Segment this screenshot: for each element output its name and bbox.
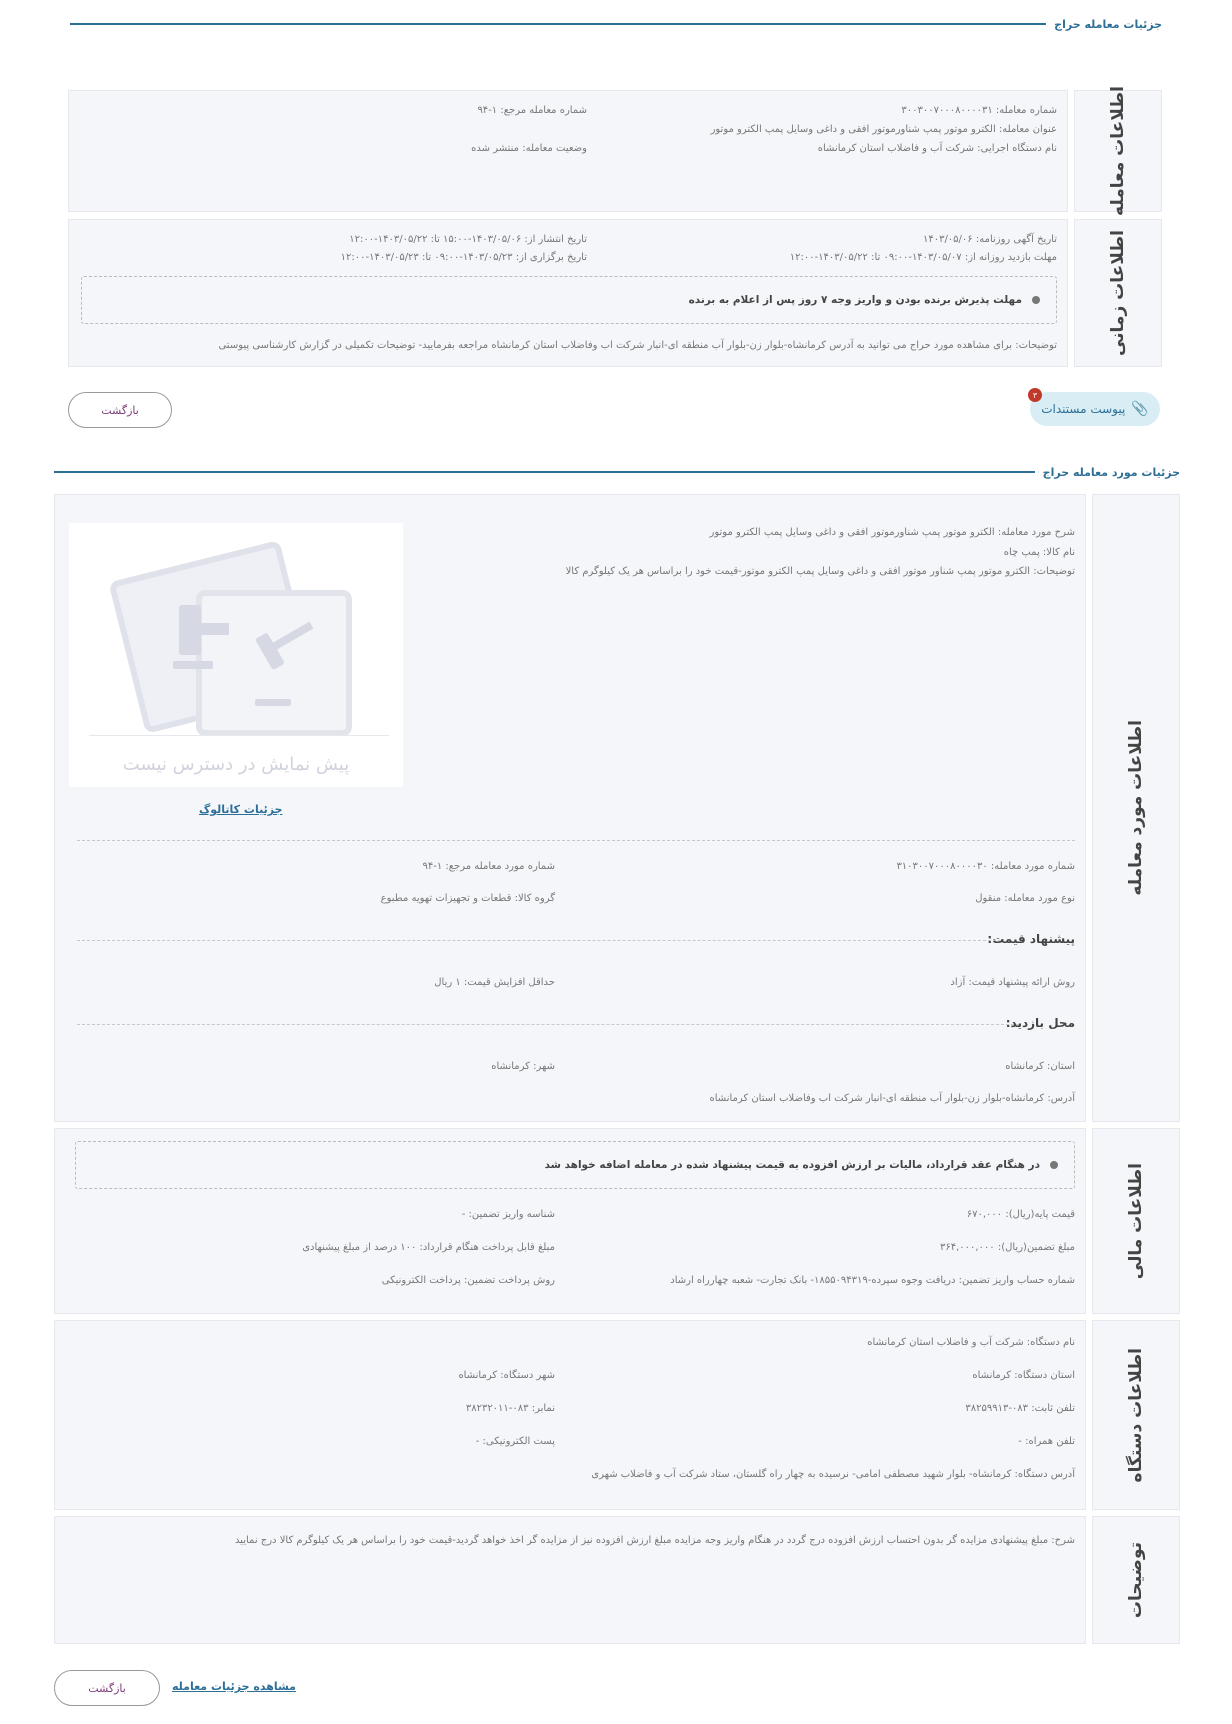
guarantee-id: شناسه واریز تضمین: - [461,1209,555,1220]
payment-method: روش پرداخت تضمین: پرداخت الکترونیکی [381,1275,555,1286]
item-info-block [54,494,1180,1122]
deal-title: عنوان معامله: الکترو موتور پمپ شناورموتور افقی و داغی وسایل پمپ الکترو موتور [710,124,1057,135]
agency-province: استان دستگاه: کرمانشاه [972,1370,1075,1381]
visit-location-title: محل بازدید: [1005,1016,1075,1030]
agency-name-field: نام دستگاه: شرکت آب و فاضلاب استان کرمانشاه [867,1337,1075,1348]
financial-info-block [54,1128,1180,1314]
agency-mobile: تلفن همراه: - [1018,1436,1075,1447]
deal-info-block [68,85,1162,217]
item-number: شماره مورد معامله: ۳۱۰۳۰۰۷۰۰۰۸۰۰۰۰۳۰ [896,861,1075,872]
goods-name: نام کالا: پمپ چاه [1003,547,1075,558]
visit-deadline: مهلت بازدید روزانه از: ۱۴۰۳/۰۵/۰۷-۰۹:۰۰ تا: ۱۴۰۳/۰۵/۲۲-۱۲:۰۰ [789,252,1057,263]
time-description: توضیحات: برای مشاهده مورد حراج می توانید به آدرس کرمانشاه-بلوار زن-بلوار آب منطقه ای-انبار شرکت اب وفاضلاب استان کرمانشاه مراجعه بفرمایید- توضیحات تکمیلی در گزارش کارشناسی پیوستی [218,340,1057,351]
agency-info-side: اطلاعات دستگاه [1092,1320,1180,1510]
min-increase: حداقل افزایش قیمت: ۱ ریال [434,977,555,988]
time-info-side: اطلاعات زمانی [1074,219,1162,367]
preview-unavailable-text: پیش نمایش در دسترس نیست [122,754,350,775]
notes-body [54,1516,1086,1644]
item-details: توضیحات: الکترو موتور پمپ شناور موتور افقی و داغی وسایل پمپ الکترو موتور-قیمت خود را براساس هر یک کیلوگرم کالا [565,566,1075,577]
financial-info-body [54,1128,1086,1314]
notes-text: شرح: مبلغ پیشنهادی مزایده گر بدون احتساب ارزش افزوده درج گردد در هنگام واریز وجه مزایده مبلغ ارزش افزوده نیز از مزایده گر اخذ خواهد گردید-قیمت خود را براساس هر یک کیلوگرم کالا درج نمایید [234,1535,1075,1546]
item-ref: شماره مورد معامله مرجع: ۱-۹۴ [422,861,555,872]
visit-province: استان: کرمانشاه [1005,1061,1075,1072]
hold-date: تاریخ برگزاری از: ۱۴۰۳/۰۵/۲۳-۰۹:۰۰ تا: ۱۴۰۳/۰۵/۲۳-۱۲:۰۰ [340,252,587,263]
view-deal-details-link[interactable]: مشاهده جزئیات معامله [172,1680,296,1693]
goods-group: گروه کالا: قطعات و تجهیزات تهویه مطبوع [380,893,555,904]
agency-phone: تلفن ثابت: ۰۸۳-۳۸۲۵۹۹۱۳ [965,1403,1075,1414]
vat-note: در هنگام عقد قرارداد، مالیات بر ارزش افزوده به قیمت پیشنهاد شده در معامله اضافه خواهد شد [75,1141,1075,1189]
guarantee-account: شماره حساب واریز تضمین: دریافت وجوه سپرده-۱۸۵۵۰۹۴۳۱۹- بانک تجارت- شعبه چهارراه ارشاد [670,1275,1075,1286]
bullet-icon [1032,296,1040,304]
paperclip-icon: 📎 [1131,401,1149,417]
time-info-body [68,219,1068,367]
deal-details-header [70,14,1162,34]
item-type: نوع مورد معامله: منقول [975,893,1075,904]
deal-info-side: اطلاعات معامله [1074,90,1162,212]
agency-info-body [54,1320,1086,1510]
agency-address: آدرس دستگاه: کرمانشاه- بلوار شهید مصطفی امامی- نرسیده به چهار راه گلستان، ستاد شرکت آب و فاضلاب شهری [591,1469,1075,1480]
agency-info-block [54,1320,1180,1510]
base-price: قیمت پایه(ریال): ۶۷۰,۰۰۰ [966,1209,1075,1220]
item-details-header [54,462,1180,482]
payable-amount: مبلغ قابل پرداخت هنگام قرارداد: ۱۰۰ درصد از مبلغ پیشنهادی [302,1242,555,1253]
financial-info-side: اطلاعات مالی [1092,1128,1180,1314]
notes-block [54,1516,1180,1644]
ref-number: شماره معامله مرجع: ۱-۹۴ [477,105,587,116]
price-offer-title: پیشنهاد قیمت: [987,932,1075,946]
preview-image [69,523,403,787]
visit-address: آدرس: کرمانشاه-بلوار زن-بلوار آب منطقه ای-انبار شرکت اب وفاضلاب استان کرمانشاه [709,1093,1075,1104]
time-info-block [68,219,1162,367]
item-divider-1 [77,840,1075,841]
newspaper-date: تاریخ آگهی روزنامه: ۱۴۰۳/۰۵/۰۶ [922,234,1057,245]
bullet-icon [1050,1161,1058,1169]
publish-date: تاریخ انتشار از: ۱۴۰۳/۰۵/۰۶-۱۵:۰۰ تا: ۱۴۰۳/۰۵/۲۲-۱۲:۰۰ [349,234,587,245]
catalog-details-link[interactable]: جزئیات کاتالوگ [199,803,283,816]
visit-city: شهر: کرمانشاه [491,1061,555,1072]
agency-fax: نمابر: ۰۸۳-۳۸۲۳۲۰۱۱ [465,1403,555,1414]
deal-number: شماره معامله: ۳۰۰۳۰۰۷۰۰۰۸۰۰۰۰۳۱ [901,105,1057,116]
deal-info-body [68,90,1068,212]
agency-email: پست الکترونیکی: - [475,1436,555,1447]
notes-side: توضیحات [1092,1516,1180,1644]
agency-city: شهر دستگاه: کرمانشاه [458,1370,555,1381]
item-description: شرح مورد معامله: الکترو موتور پمپ شناورموتور افقی و داغی وسایل پمپ الکترو موتور [709,527,1075,538]
deal-status: وضعیت معامله: منتشر شده [471,143,587,154]
item-info-body [54,494,1086,1122]
attachments-button[interactable]: 📎 پیوست مستندات ۳ [1030,392,1160,426]
item-info-side: اطلاعات مورد معامله [1092,494,1180,1122]
guarantee-amount: مبلغ تضمین(ریال): ۳۶۴,۰۰۰,۰۰۰ [939,1242,1075,1253]
agency-name: نام دستگاه اجرایی: شرکت آب و فاضلاب استان کرمانشاه [817,143,1057,154]
back-button-bottom[interactable]: بازگشت [54,1670,160,1706]
price-method: روش ارائه پیشنهاد قیمت: آزاد [950,977,1075,988]
item-divider-3 [77,1024,1019,1025]
attachments-count-badge: ۳ [1028,388,1042,402]
header-divider [70,23,1046,25]
winner-deadline-note: مهلت پذیرش برنده بودن و واریز وجه ۷ روز پس از اعلام به برنده [81,276,1057,324]
item-header-divider [54,471,1035,473]
item-section-title: جزئیات مورد معامله حراج [1042,465,1180,479]
item-divider-2 [77,940,1001,941]
gavel-placeholder-icon [69,523,403,787]
back-button-top[interactable]: بازگشت [68,392,172,428]
page-title: جزئیات معامله حراج [1054,17,1162,31]
